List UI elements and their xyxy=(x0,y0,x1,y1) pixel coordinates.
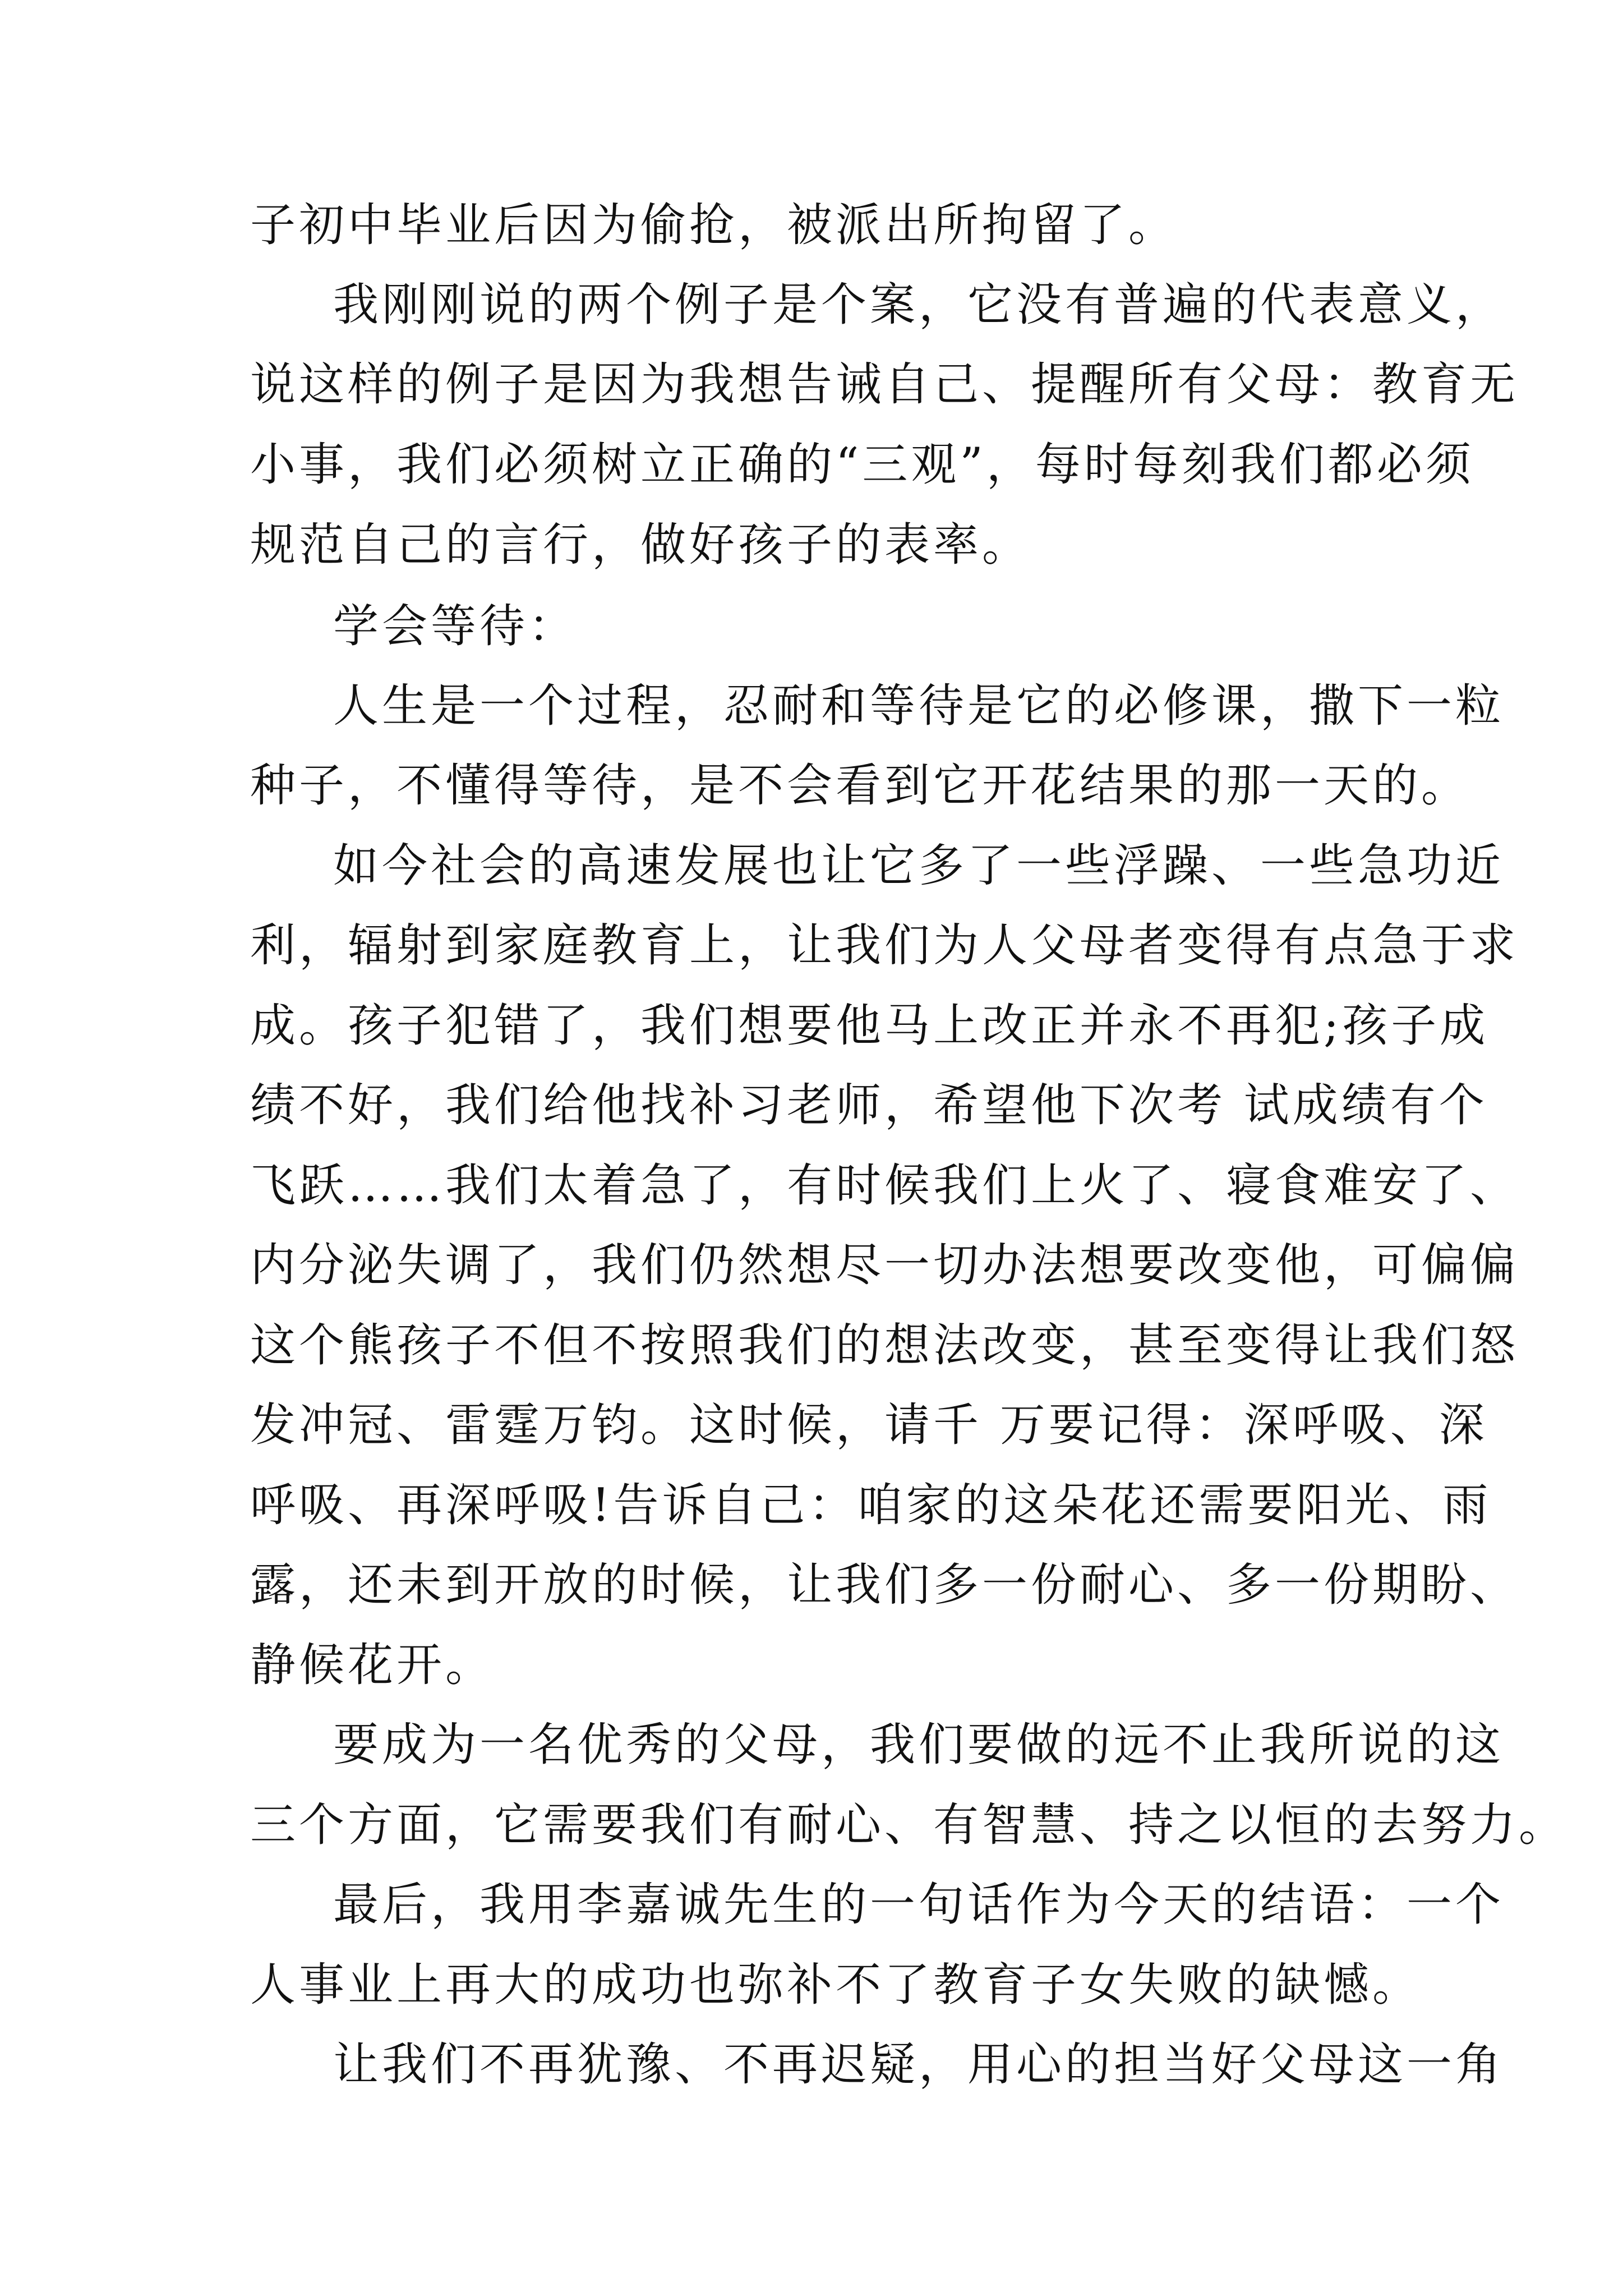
text-line: 露，还未到开放的时候，让我们多一份耐心、多一份期盼、 xyxy=(250,1559,1519,1612)
text-line: 飞跃……我们太着急了，有时候我们上火了、寝食难安了、 xyxy=(250,1159,1519,1212)
text-line: 种子，不懂得等待，是不会看到它开花结果的那一天的。 xyxy=(250,760,1470,812)
text-line: 小事，我们必须树立正确的“三观”，每时每刻我们都必须 xyxy=(250,439,1474,491)
section-heading: 学会等待： xyxy=(333,600,578,653)
text-line: 说这样的例子是因为我想告诫自己、提醒所有父母：教育无 xyxy=(250,358,1519,411)
text-line: 要成为一名优秀的父母，我们要做的远不止我所说的这 xyxy=(333,1719,1505,1772)
text-line: 子初中毕业后因为偷抢，被派出所拘留了。 xyxy=(250,199,1178,252)
text-line: 人事业上再大的成功也弥补不了教育子女失败的缺憾。 xyxy=(250,1959,1422,2012)
text-line: 最后，我用李嘉诚先生的一句话作为今天的结语：一个 xyxy=(333,1879,1505,1931)
text-line: 内分泌失调了，我们仍然想尽一切办法想要改变他，可偏偏 xyxy=(250,1239,1519,1292)
text-line: 呼吸、再深呼吸!告诉自己：咱家的这朵花还需要阳光、雨 xyxy=(250,1479,1492,1532)
text-line: 人生是一个过程，忍耐和等待是它的必修课，撒下一粒 xyxy=(333,680,1505,733)
text-line: 成。孩子犯错了，我们想要他马上改正并永不再犯;孩子成 xyxy=(250,1000,1489,1052)
text-line: 利，辐射到家庭教育上，让我们为人父母者变得有点急于求 xyxy=(250,919,1519,972)
text-line: 规范自己的言行，做好孩子的表率。 xyxy=(250,519,1031,572)
text-line: 让我们不再犹豫、不再迟疑，用心的担当好父母这一角 xyxy=(333,2039,1505,2091)
text-line: 这个熊孩子不但不按照我们的想法改变，甚至变得让我们怒 xyxy=(250,1319,1519,1372)
text-line: 静候花开。 xyxy=(250,1639,495,1692)
text-line: 我刚刚说的两个例子是个案，它没有普遍的代表意义， xyxy=(333,279,1505,332)
text-line: 发冲冠、雷霆万钧。这时候，请千 万要记得：深呼吸、深 xyxy=(250,1399,1488,1452)
text-line: 绩不好，我们给他找补习老师，希望他下次考 试成绩有个 xyxy=(250,1079,1488,1132)
text-line: 如今社会的高速发展也让它多了一些浮躁、一些急功近 xyxy=(333,840,1505,892)
text-line: 三个方面，它需要我们有耐心、有智慧、持之以恒的去努力。 xyxy=(250,1799,1568,1852)
